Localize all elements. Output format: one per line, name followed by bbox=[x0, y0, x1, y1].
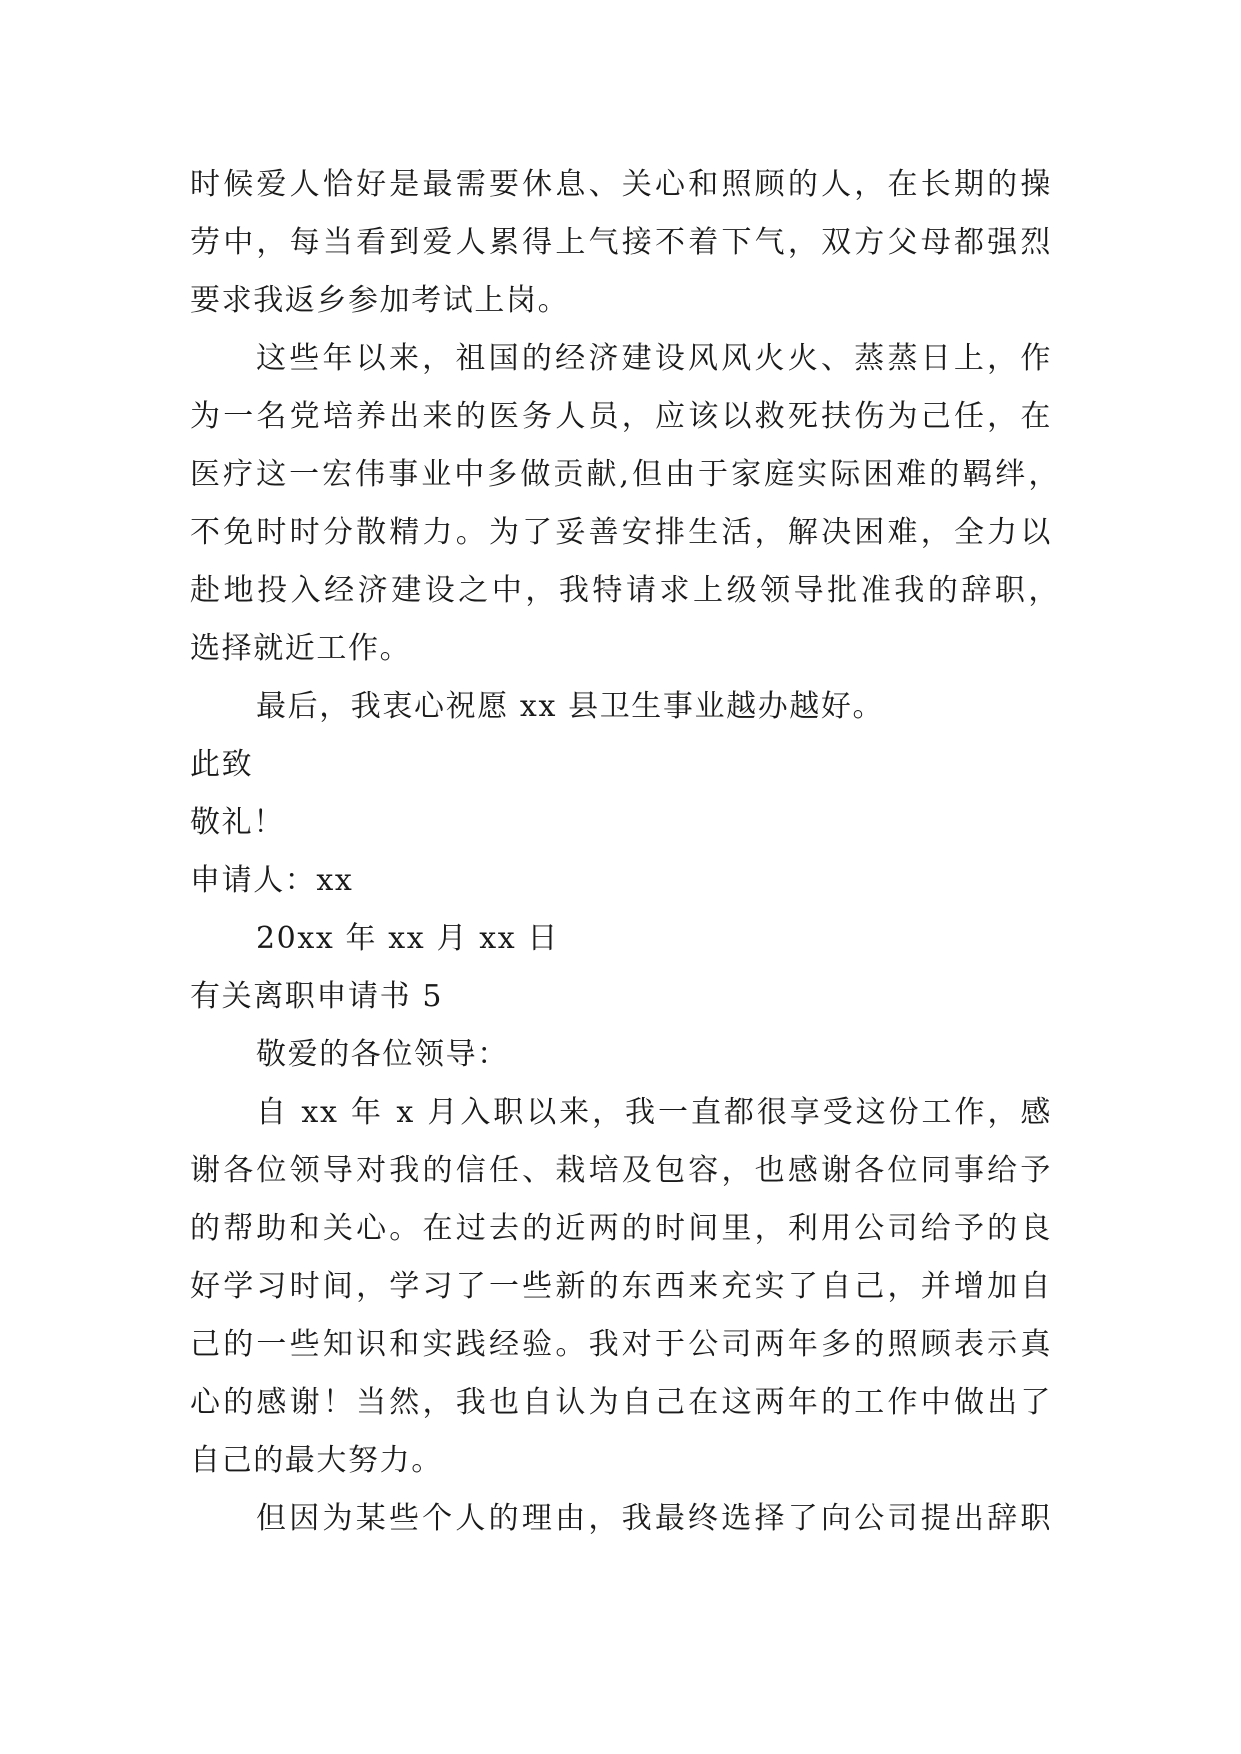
text-line-6: 医疗这一宏伟事业中多做贡献,但由于家庭实际困难的羁绊， bbox=[190, 457, 1060, 492]
greeting-line: 敬爱的各位领导： bbox=[256, 1037, 509, 1072]
closing-wish: 最后，我衷心祝愿 xx 县卫生事业越办越好。 bbox=[256, 689, 885, 724]
text-line-21: 己的一些知识和实践经验。我对于公司两年多的照顾表示真 bbox=[190, 1327, 1052, 1362]
text-line-20: 好学习时间，学习了一些新的东西来充实了自己，并增加自 bbox=[190, 1269, 1052, 1304]
text-line-2: 劳中，每当看到爱人累得上气接不着下气，双方父母都强烈 bbox=[190, 225, 1052, 260]
applicant-line: 申请人：xx bbox=[190, 863, 354, 898]
text-line-7: 不免时时分散精力。为了妥善安排生活，解决困难，全力以 bbox=[190, 515, 1052, 550]
salutation-jingli: 敬礼！ bbox=[190, 805, 285, 840]
paragraph-start-line-2: 自 xx 年 x 月入职以来，我一直都很享受这份工作，感 bbox=[256, 1095, 1052, 1130]
text-line-1: 时候爱人恰好是最需要休息、关心和照顾的人，在长期的操 bbox=[190, 167, 1052, 202]
text-line-23: 自己的最大努力。 bbox=[190, 1443, 443, 1478]
paragraph-start-line-3: 但因为某些个人的理由，我最终选择了向公司提出辞职 bbox=[256, 1501, 1052, 1536]
section-title: 有关离职申请书 5 bbox=[190, 979, 444, 1014]
paragraph-start-line: 这些年以来，祖国的经济建设风风火火、蒸蒸日上，作 bbox=[256, 341, 1052, 376]
text-line-5: 为一名党培养出来的医务人员，应该以救死扶伤为己任，在 bbox=[190, 399, 1052, 434]
text-line-22: 心的感谢！当然，我也自认为自己在这两年的工作中做出了 bbox=[190, 1385, 1052, 1420]
text-line-3: 要求我返乡参加考试上岗。 bbox=[190, 283, 570, 318]
text-line-9: 选择就近工作。 bbox=[190, 631, 412, 666]
text-line-8: 赴地投入经济建设之中，我特请求上级领导批准我的辞职， bbox=[190, 573, 1060, 608]
text-line-18: 谢各位领导对我的信任、栽培及包容，也感谢各位同事给予 bbox=[190, 1153, 1052, 1188]
text-line-19: 的帮助和关心。在过去的近两的时间里，利用公司给予的良 bbox=[190, 1211, 1052, 1246]
date-line: 20xx 年 xx 月 xx 日 bbox=[256, 921, 559, 956]
salutation-cizhi: 此致 bbox=[190, 747, 254, 782]
